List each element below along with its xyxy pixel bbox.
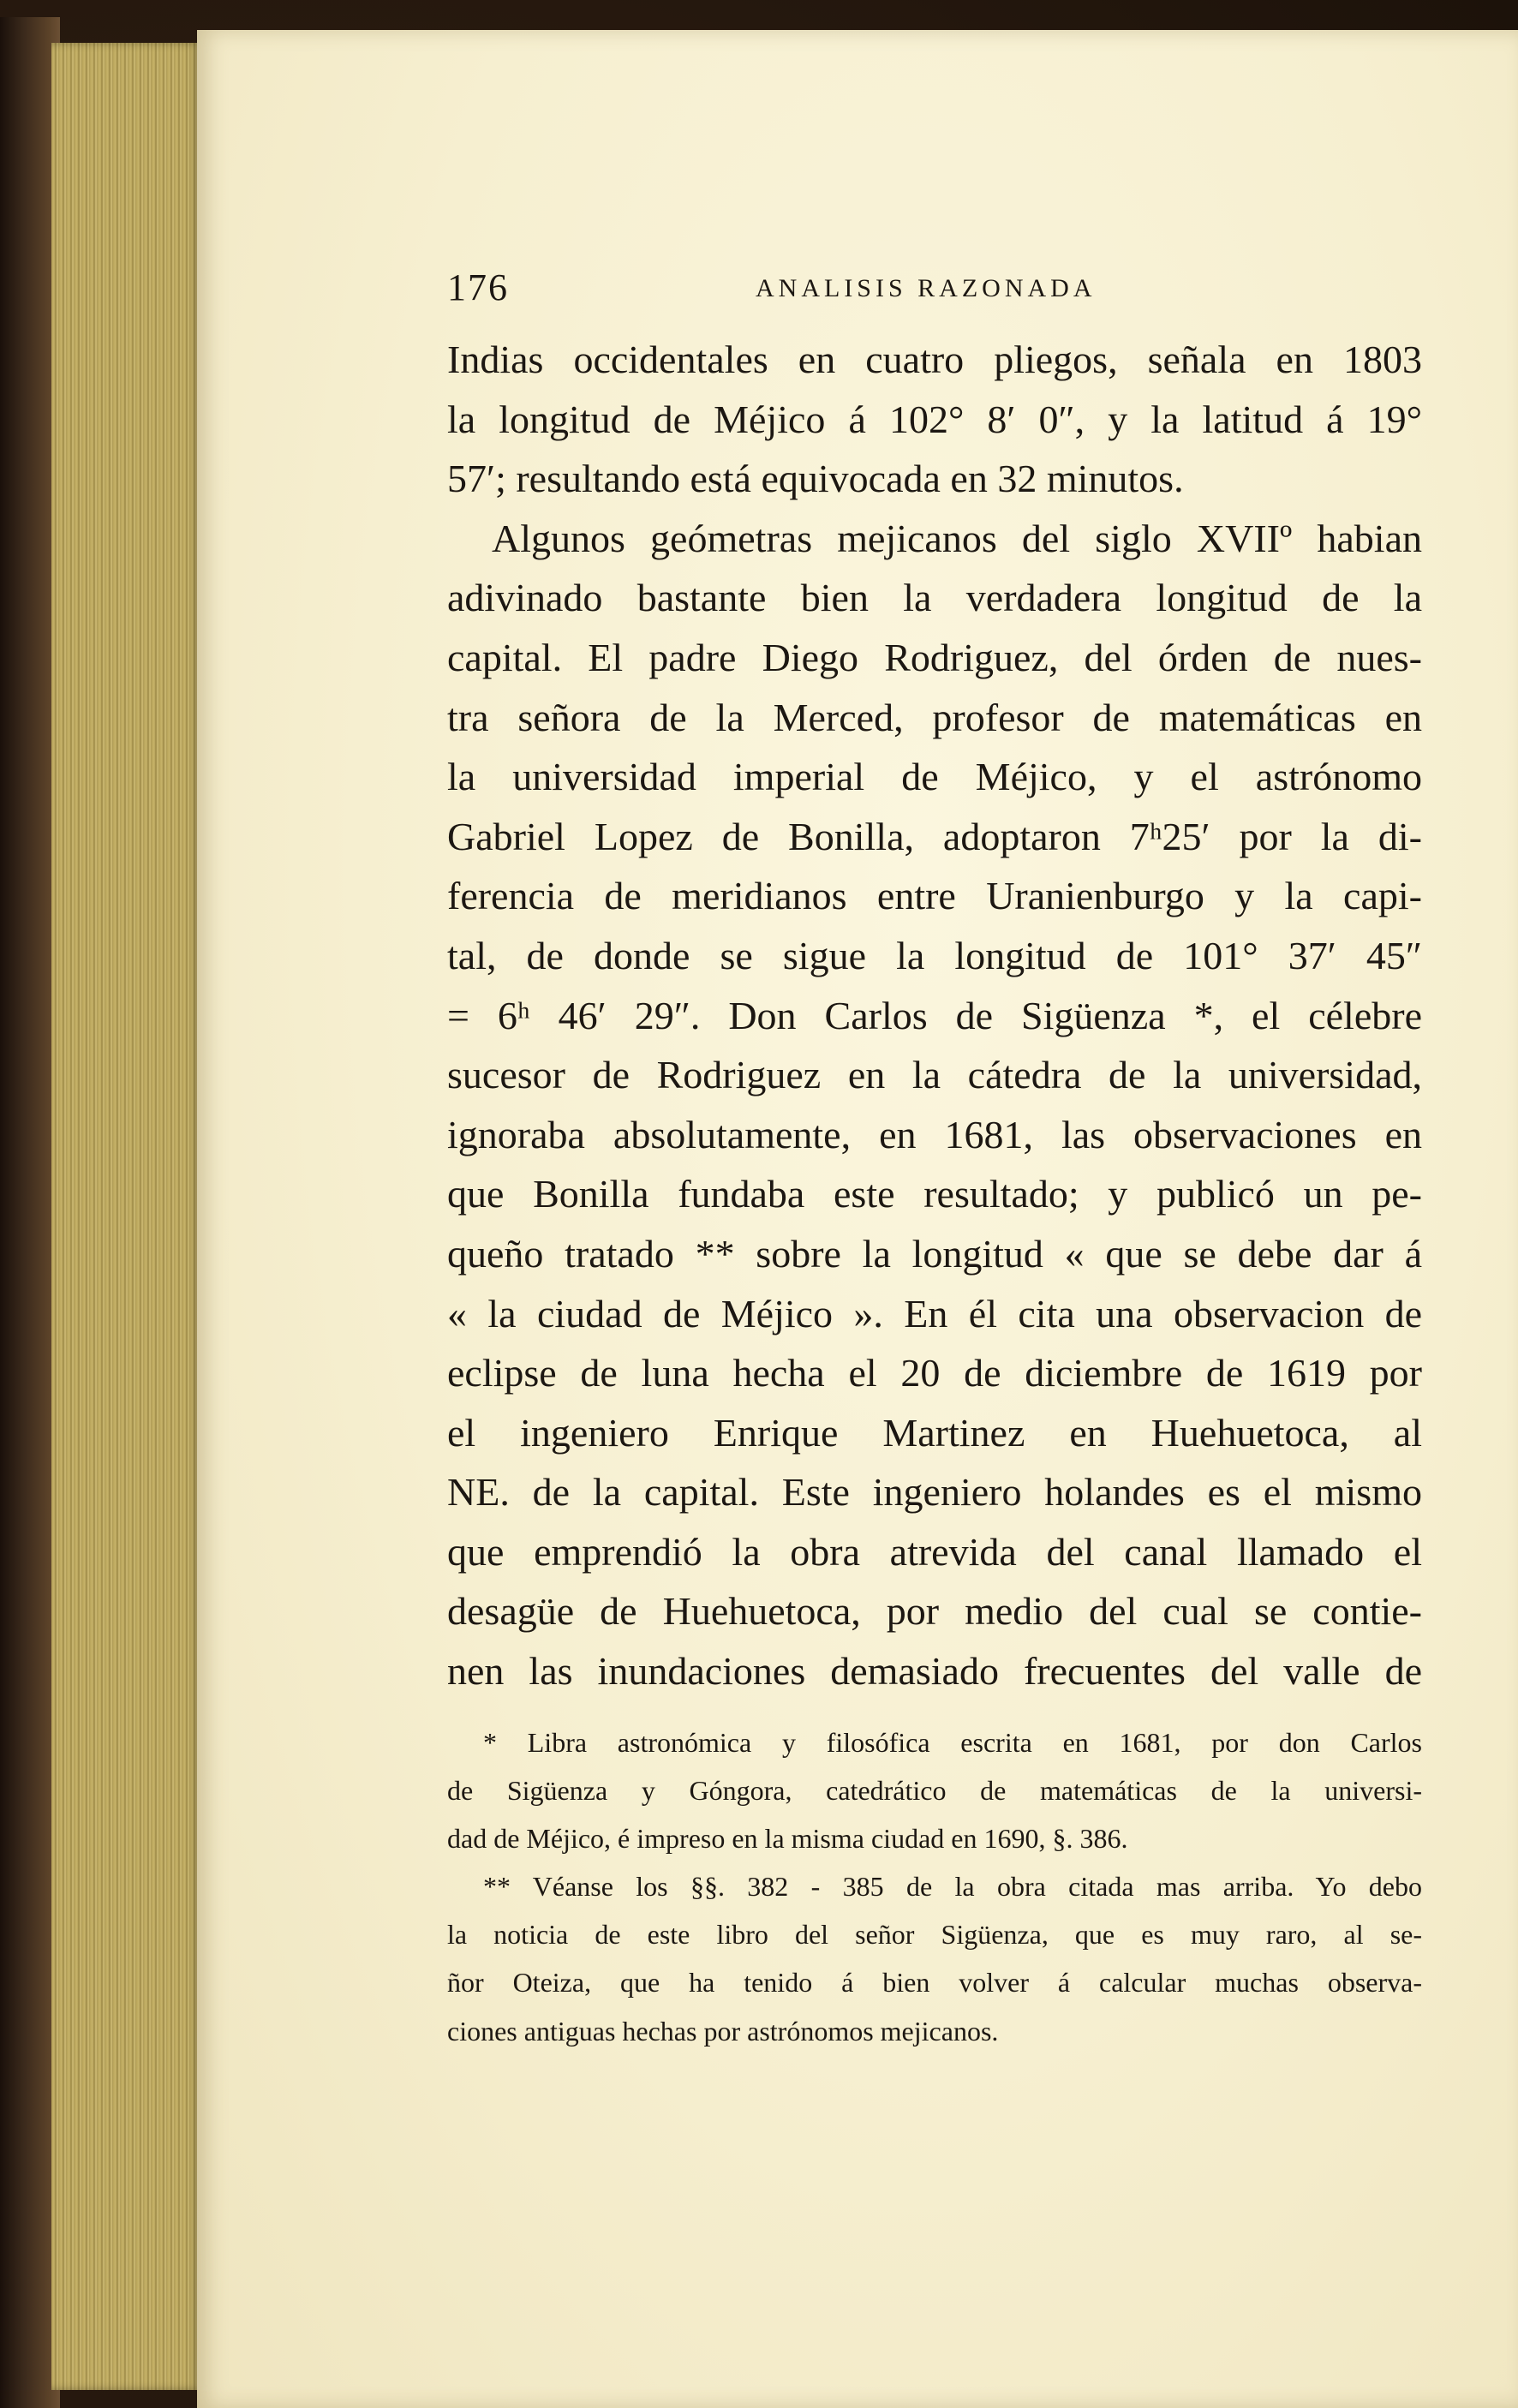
footnote-line: de Sigüenza y Góngora, catedrático de matemáticas de la universi-: [447, 1775, 1422, 1807]
footnote-line: la noticia de este libro del señor Sigüenza, que es muy raro, al se-: [447, 1919, 1422, 1951]
footnote-line: * Libra astronómica y filosófica escrita en 1681, por don Carlos: [483, 1727, 1422, 1758]
body-line: ferencia de meridianos entre Uranienburgo y la capi-: [447, 874, 1422, 918]
body-line: « la ciudad de Méjico ». En él cita una observacion de: [447, 1291, 1422, 1335]
page-number: 176: [447, 266, 509, 308]
body-line: sucesor de Rodriguez en la cátedra de la universidad,: [447, 1053, 1422, 1097]
body-line: = 6ʰ 46′ 29″. Don Carlos de Sigüenza *, el célebre: [447, 993, 1422, 1037]
footnotes: [447, 1718, 1422, 2055]
body-line: adivinado bastante bien la verdadera longitud de la: [447, 576, 1422, 620]
body-line: NE. de la capital. Este ingeniero holandes es el mismo: [447, 1470, 1422, 1515]
page-header: [447, 266, 1422, 317]
body-line: desagüe de Huehuetoca, por medio del cual se contie-: [447, 1589, 1422, 1634]
body-line: tra señora de la Merced, profesor de matemáticas en: [447, 695, 1422, 739]
body-line: Algunos geómetras mejicanos del siglo XVIIº habian: [492, 516, 1422, 560]
body-line: 57′; resultando está equivocada en 32 minutos.: [447, 457, 1184, 501]
body-line: la universidad imperial de Méjico, y el astrónomo: [447, 755, 1422, 799]
footnote-line: ñor Oteiza, que ha tenido á bien volver á calcular muchas observa-: [447, 1967, 1422, 1999]
body-line: que emprendió la obra atrevida del canal llamado el: [447, 1529, 1422, 1574]
body-line: Gabriel Lopez de Bonilla, adoptaron 7ʰ25′ por la di-: [447, 814, 1422, 858]
body-line: el ingeniero Enrique Martinez en Huehuetoca, al: [447, 1410, 1422, 1455]
body-text: [447, 330, 1422, 1701]
footnote-line: dad de Méjico, é impreso en la misma ciudad en 1690, §. 386.: [447, 1823, 1128, 1855]
running-head: ANALISIS RAZONADA: [756, 274, 1097, 302]
body-line: Indias occidentales en cuatro pliegos, señala en 1803: [447, 338, 1422, 381]
body-line: nen las inundaciones demasiado frecuentes del valle de: [447, 1649, 1422, 1694]
body-line: capital. El padre Diego Rodriguez, del órden de nues-: [447, 635, 1422, 679]
body-line: queño tratado ** sobre la longitud « que se debe dar á: [447, 1231, 1422, 1276]
body-line: eclipse de luna hecha el 20 de diciembre de 1619 por: [447, 1351, 1422, 1395]
body-line: que Bonilla fundaba este resultado; y publicó un pe-: [447, 1172, 1422, 1216]
body-line: ignoraba absolutamente, en 1681, las observaciones en: [447, 1112, 1422, 1156]
body-line: la longitud de Méjico á 102° 8′ 0″, y la latitud á 19°: [447, 397, 1422, 441]
page-stack-edge: [51, 43, 201, 2390]
footnote-line: ciones antiguas hechas por astrónomos mejicanos.: [447, 2015, 999, 2047]
body-line: tal, de donde se sigue la longitud de 101° 37′ 45″: [447, 933, 1422, 977]
footnote-line: ** Véanse los §§. 382 - 385 de la obra citada mas arriba. Yo debo: [483, 1871, 1422, 1903]
